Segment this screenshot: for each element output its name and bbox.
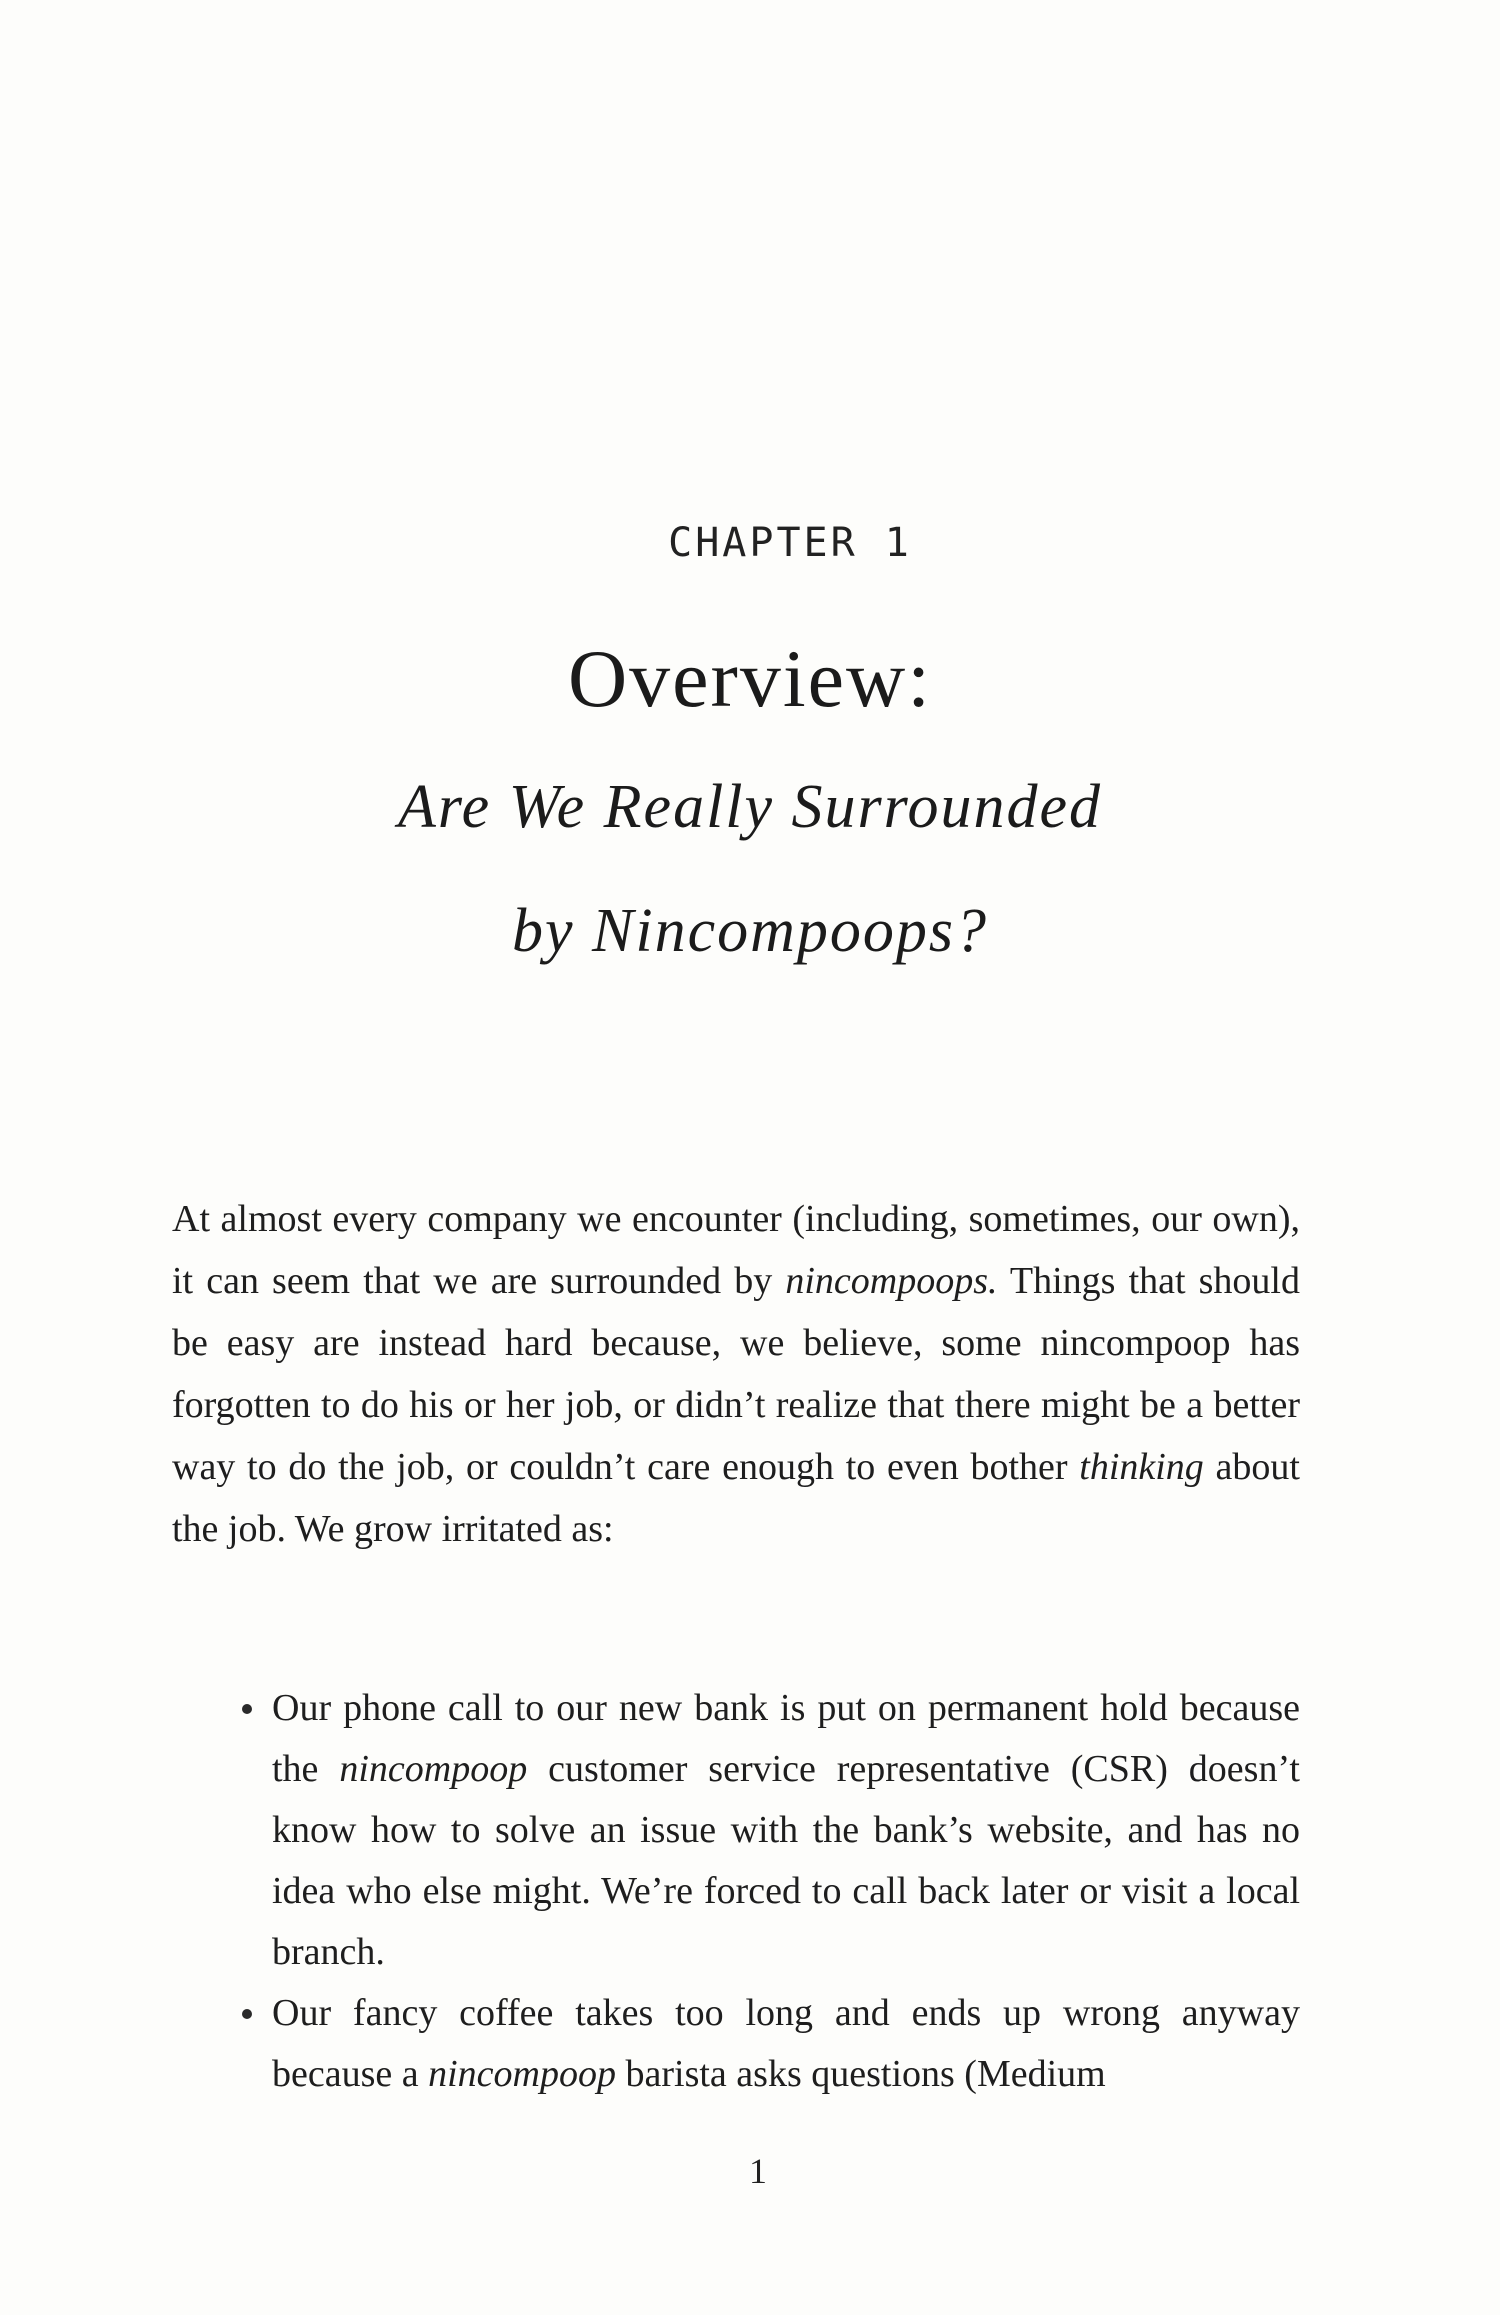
bullet-dot-icon (242, 2009, 252, 2019)
intro-text-2: Things that should be easy are instead hard because, we believe, some nincompoop has forgotten to do his or her job, or didn’t realize that there might be a better way to do the job, or couldn’t care enough to even bother (172, 1260, 1300, 1488)
bullet-item (272, 1983, 1300, 2105)
bullet-text-2: barista asks questions (Medium (616, 2053, 1106, 2095)
bullet-item (272, 1678, 1300, 1983)
bullet-text-1: Our phone call to our new bank is put on permanent hold because the (272, 1687, 1300, 1790)
intro-emphasis-2: thinking (1079, 1446, 1204, 1488)
intro-paragraph (172, 1188, 1300, 1560)
chapter-title: Overview: (567, 633, 933, 724)
intro-emphasis-1: nincompoops. (785, 1260, 998, 1302)
chapter-subtitle-line-1: Are We Really Surrounded (397, 773, 1103, 841)
intro-text-3: about the job. We grow irritated as: (172, 1446, 1300, 1550)
intro-text-1: At almost every company we encounter (including, sometimes, our own), it can seem that we are surrounded by (172, 1198, 1300, 1302)
chapter-subtitle-line-2: by Nincompoops? (511, 897, 989, 965)
chapter-label: CHAPTER 1 (668, 520, 912, 566)
page-number: 1 (749, 2151, 767, 2191)
bullet-list (272, 1678, 1300, 2105)
bullet-emphasis: nincompoop (339, 1748, 528, 1790)
bullet-dot-icon (242, 1704, 252, 1714)
bullet-text-1: Our fancy coffee takes too long and ends up wrong anyway because a (272, 1992, 1300, 2095)
bullet-emphasis: nincompoop (428, 2053, 616, 2095)
bullet-text-2: customer service representative (CSR) doesn’t know how to solve an issue with the bank’s website, and has no idea who else might. We’re forced to call back later or visit a local branch. (272, 1748, 1300, 1973)
